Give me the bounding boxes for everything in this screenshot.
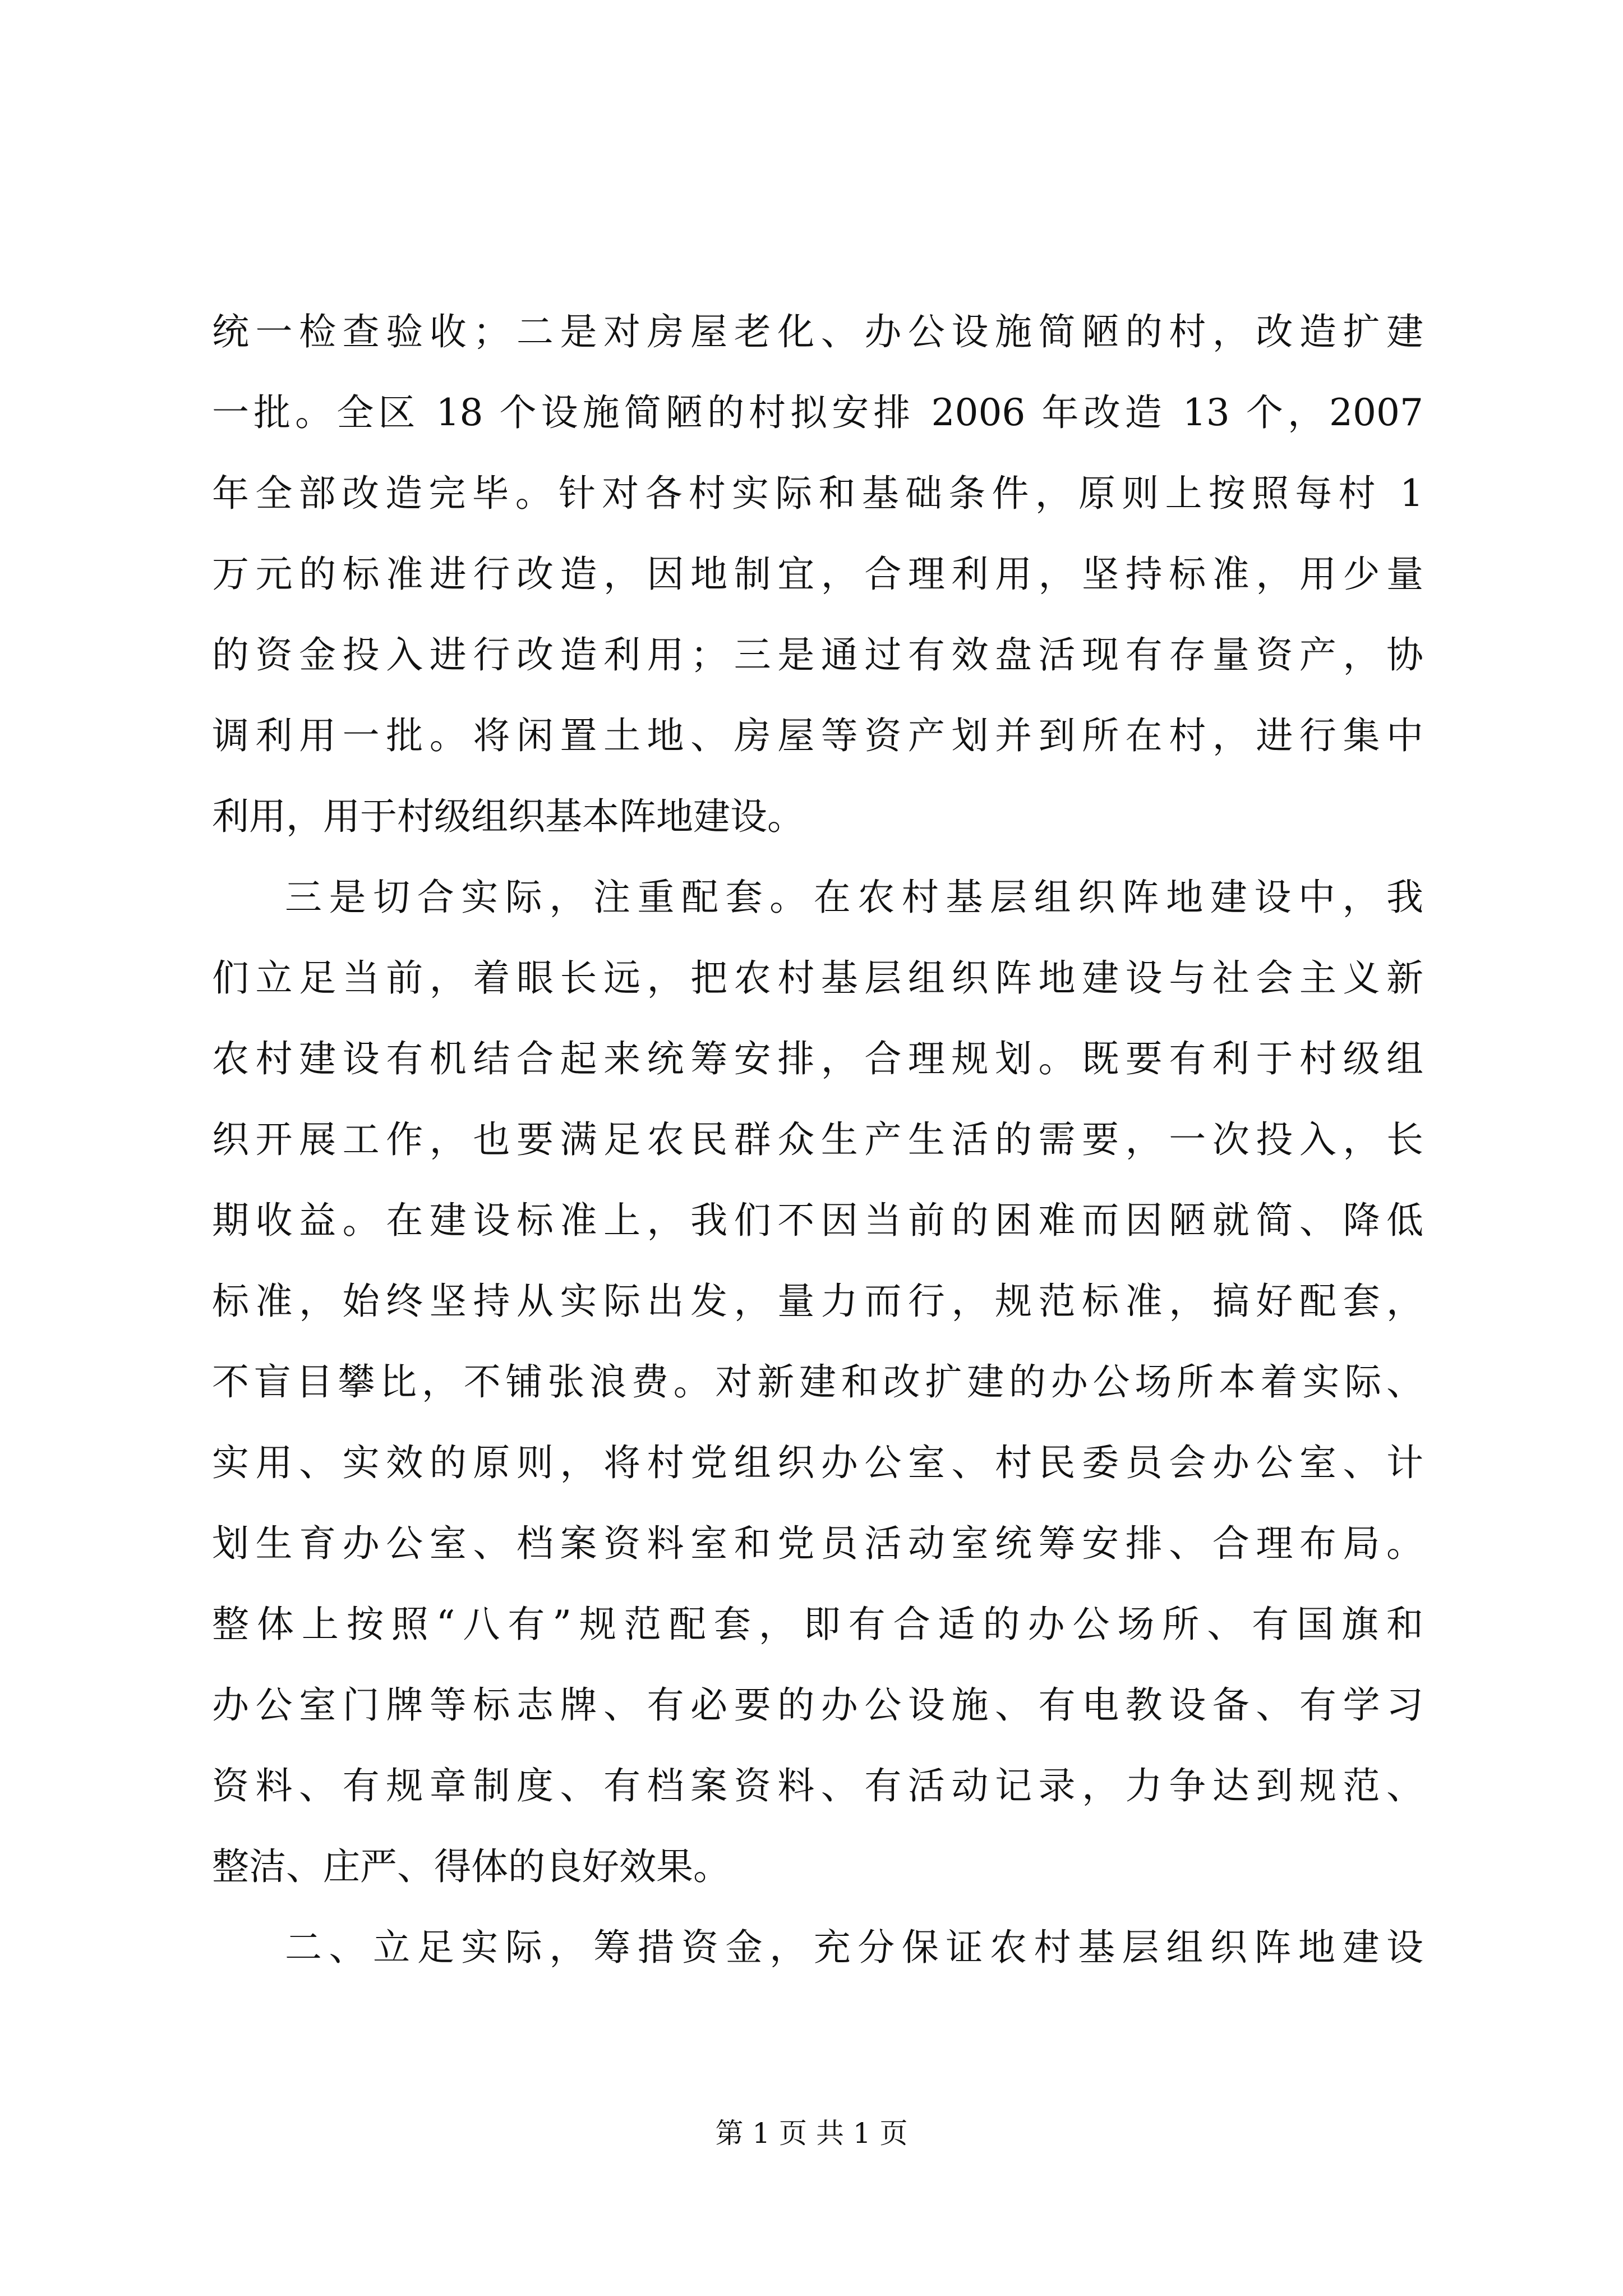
text-line: 不盲目攀比，不铺张浪费。对新建和改扩建的办公场所本着实际、 xyxy=(212,1360,1423,1404)
text-line: 期收益。在建设标准上，我们不因当前的困难而因陋就简、降低 xyxy=(212,1199,1423,1242)
text-line: 划生育办公室、档案资料室和党员活动室统筹安排、合理布局。 xyxy=(212,1522,1423,1565)
text-line: 的资金投入进行改造利用；三是通过有效盘活现有存量资产，协 xyxy=(212,633,1423,677)
page-footer: 第 1 页 共 1 页 xyxy=(715,2117,908,2150)
text-line: 万元的标准进行改造，因地制宜，合理利用，坚持标准，用少量 xyxy=(212,553,1423,596)
text-line: 们立足当前，着眼长远，把农村基层组织阵地建设与社会主义新 xyxy=(212,956,1423,1000)
text-line: 调利用一批。将闲置土地、房屋等资产划并到所在村，进行集中 xyxy=(212,714,1423,757)
text-line: 整体上按照“八有”规范配套，即有合适的办公场所、有国旗和 xyxy=(212,1603,1423,1646)
text-line: 实用、实效的原则，将村党组织办公室、村民委员会办公室、计 xyxy=(212,1441,1423,1484)
text-line: 年全部改造完毕。针对各村实际和基础条件，原则上按照每村 1 xyxy=(212,472,1423,515)
text-line: 三是切合实际，注重配套。在农村基层组织阵地建设中，我 xyxy=(285,876,1423,919)
text-line: 办公室门牌等标志牌、有必要的办公设施、有电教设备、有学习 xyxy=(212,1683,1423,1727)
text-line: 整洁、庄严、得体的良好效果。 xyxy=(212,1845,730,1888)
text-line: 农村建设有机结合起来统筹安排，合理规划。既要有利于村级组 xyxy=(212,1037,1423,1080)
text-line: 利用，用于村级组织基本阵地建设。 xyxy=(212,795,804,838)
text-line: 织开展工作，也要满足农民群众生产生活的需要，一次投入，长 xyxy=(212,1118,1423,1161)
text-line: 二、立足实际，筹措资金，充分保证农村基层组织阵地建设 xyxy=(285,1926,1423,1969)
text-line: 标准，始终坚持从实际出发，量力而行，规范标准，搞好配套， xyxy=(212,1280,1423,1323)
text-line: 资料、有规章制度、有档案资料、有活动记录，力争达到规范、 xyxy=(212,1764,1423,1807)
document-body xyxy=(212,292,1423,1988)
text-line: 一批。全区 18 个设施简陋的村拟安排 2006 年改造 13 个，2007 xyxy=(212,391,1423,434)
text-line: 统一检查验收；二是对房屋老化、办公设施简陋的村，改造扩建 xyxy=(212,310,1423,353)
